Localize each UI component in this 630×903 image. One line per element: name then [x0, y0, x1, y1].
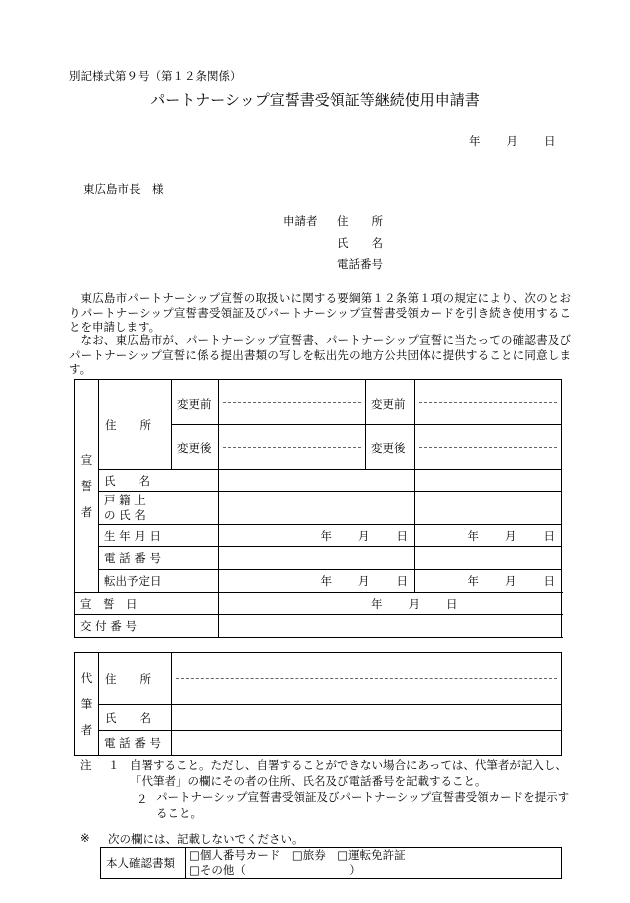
proxy-name-label: 氏 名: [99, 705, 172, 731]
swearer-label-char-1: 宣: [80, 453, 93, 467]
office-notice: 次の欄には、記載しないでください。: [108, 832, 304, 846]
before-label-1: 変更前: [172, 380, 219, 425]
phone-label: 電 話 番 号: [99, 547, 219, 570]
birth-date-label: 生 年 月 日: [99, 525, 219, 547]
application-date: [469, 133, 556, 149]
identity-options-line-2[interactable]: □その他（ ）: [189, 863, 361, 877]
identity-document-label: 本人確認書類: [101, 848, 186, 879]
before-label-2: 変更前: [366, 380, 415, 425]
date-year-label: 年: [469, 134, 481, 148]
note-1-text: 自署すること。ただし、自署することができない場合にあっては、代筆者が記入し、「代筆者」の欄にその者の住所、氏名及び電話番号を記載すること。: [130, 758, 567, 788]
move-month-label-2: 月: [505, 574, 517, 588]
move-date-1-field[interactable]: [219, 570, 415, 593]
office-mark: ※: [80, 831, 90, 845]
move-date-2-field[interactable]: [415, 570, 562, 593]
family-name-2-field[interactable]: [415, 492, 562, 525]
family-register-name-label: 戸 籍 上 の 氏 名: [99, 492, 219, 525]
application-paragraph: 東広島市パートナーシップ宣誓の取扱いに関する要綱第１２条第１項の規定により、次のとおりパートナーシップ宣誓書受領証及びパートナーシップ宣誓書受領カードを引き続き使用することを申請します。: [69, 291, 571, 334]
note-1-number: １: [108, 758, 120, 772]
proxy-phone-label: 電 話 番 号: [99, 731, 172, 756]
document-title: パートナーシップ宣誓書受領証等継続使用申請書: [150, 91, 480, 109]
after-label-1: 変更後: [172, 425, 219, 470]
addressee: 東広島市長 様: [83, 182, 164, 196]
address-after-1-field[interactable]: [219, 425, 366, 470]
proxy-address-field[interactable]: [172, 653, 562, 705]
oath-date-field[interactable]: [219, 593, 562, 615]
note-2-text: パートナーシップ宣誓書受領証及びパートナーシップ宣誓書受領カードを提示すること。: [156, 790, 570, 820]
proxy-label-char-2: 筆: [80, 697, 93, 711]
proxy-label-char-1: 代: [80, 671, 93, 685]
date-day-label: 日: [544, 134, 556, 148]
identity-options-line-1[interactable]: □個人番号カード □旅券 □運転免許証: [189, 848, 406, 862]
name-label: 氏 名: [99, 470, 219, 492]
swearer-label: [75, 380, 99, 593]
name-1-field[interactable]: [219, 470, 415, 492]
birth-month-label-2: 月: [505, 528, 517, 543]
form-reference: 別記様式第９号（第１２条関係）: [69, 69, 242, 83]
move-month-label-1: 月: [358, 574, 370, 588]
birth-date-2-field[interactable]: [415, 525, 562, 547]
address-before-1-field[interactable]: [219, 380, 366, 425]
birth-year-label-2: 年: [467, 528, 479, 543]
phone-1-field[interactable]: [219, 547, 415, 570]
applicant-name-label: 氏 名: [337, 236, 383, 250]
birth-year-label-1: 年: [320, 528, 332, 543]
swearer-label-char-2: 誓: [80, 479, 93, 493]
move-day-label-2: 日: [543, 574, 555, 588]
proxy-writer-table: [74, 652, 562, 756]
oath-date-label: 宣 誓 日: [75, 593, 219, 615]
birth-day-label-1: 日: [396, 528, 408, 543]
proxy-writer-label: [75, 653, 99, 756]
move-year-label-1: 年: [320, 574, 332, 588]
phone-2-field[interactable]: [415, 547, 562, 570]
consent-paragraph: なお、東広島市が、パートナーシップ宣誓書、パートナーシップ宣誓に当たっての確認書及びパートナーシップ宣誓に係る提出書類の写しを転出先の地方公共団体に提供することに同意します。: [69, 333, 571, 376]
address-before-2-field[interactable]: [415, 380, 562, 425]
birth-day-label-2: 日: [543, 528, 555, 543]
date-month-label: 月: [506, 134, 518, 148]
swearer-table: [74, 379, 562, 638]
family-name-1-field[interactable]: [219, 492, 415, 525]
identity-check-table: [100, 847, 562, 879]
name-2-field[interactable]: [415, 470, 562, 492]
identity-document-options: [186, 848, 562, 879]
proxy-label-char-3: 者: [80, 723, 93, 737]
applicant-label: 申請者: [283, 214, 318, 228]
birth-date-1-field[interactable]: [219, 525, 415, 547]
issue-number-label: 交 付 番 号: [75, 615, 219, 638]
move-date-label: 転出予定日: [99, 570, 219, 593]
applicant-phone-label: 電話番号: [337, 257, 383, 271]
oath-month-label: 月: [408, 596, 420, 611]
issue-number-field[interactable]: [219, 615, 562, 638]
after-label-2: 変更後: [366, 425, 415, 470]
notes-heading: 注: [80, 758, 92, 772]
applicant-address-label: 住 所: [337, 214, 383, 228]
address-after-2-field[interactable]: [415, 425, 562, 470]
move-year-label-2: 年: [467, 574, 479, 588]
proxy-phone-field[interactable]: [172, 731, 562, 756]
swearer-label-char-3: 者: [80, 505, 93, 519]
proxy-address-label: 住 所: [99, 653, 172, 705]
oath-year-label: 年: [371, 596, 383, 611]
move-day-label-1: 日: [396, 574, 408, 588]
address-label: 住 所: [99, 380, 172, 470]
birth-month-label-1: 月: [358, 528, 370, 543]
proxy-name-field[interactable]: [172, 705, 562, 731]
oath-day-label: 日: [446, 596, 458, 611]
note-2-number: ２: [136, 792, 148, 806]
